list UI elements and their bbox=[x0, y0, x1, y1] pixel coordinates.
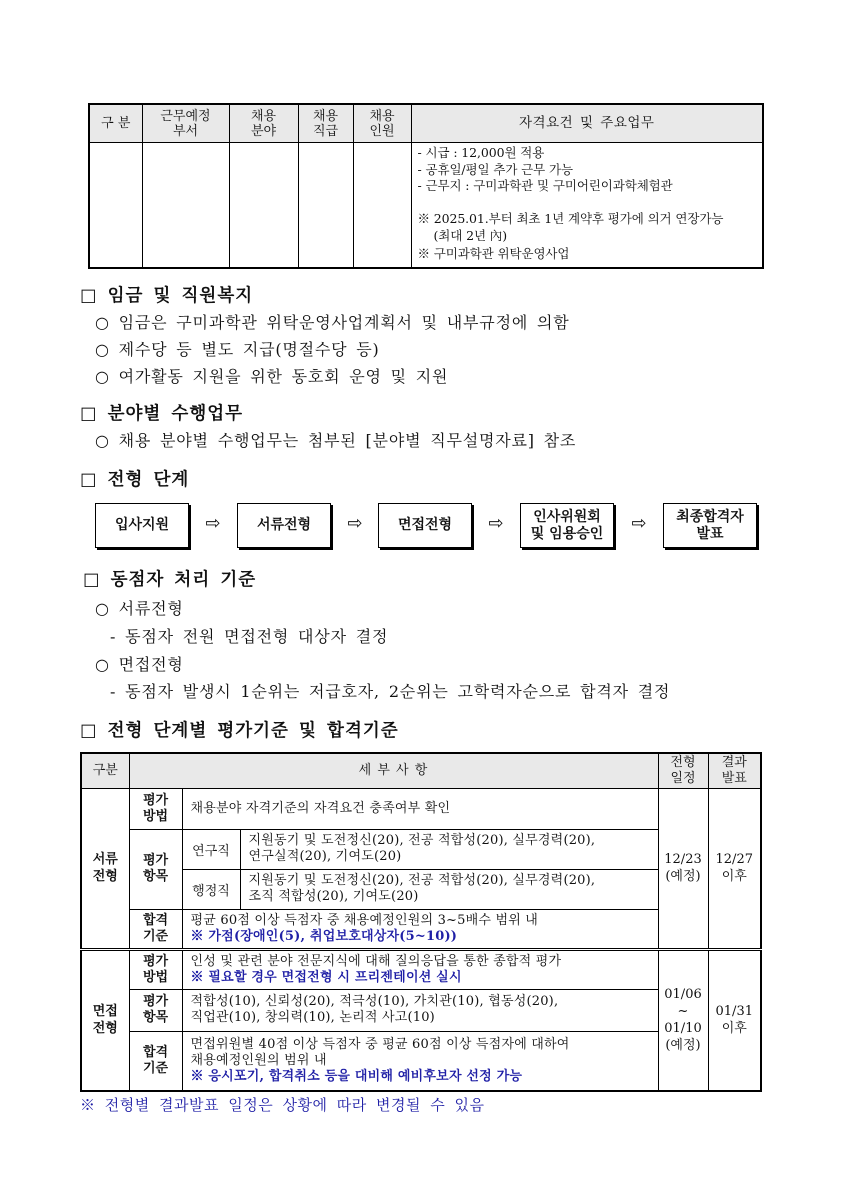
header-result: 결과 발표 bbox=[708, 753, 761, 788]
presentation-note: ※ 필요할 경우 면접전형 시 프리젠테이션 실시 bbox=[190, 969, 462, 985]
stages-heading: □ 전형 단계 bbox=[80, 470, 190, 490]
schedule-change-note: ※ 전형별 결과발표 일정은 상황에 따라 변경될 수 있음 bbox=[80, 1096, 485, 1114]
items-label: 평가 항목 bbox=[129, 829, 182, 909]
items-text: 적합성(10), 신뢰성(20), 적극성(10), 가치관(10), 협동성(20), 직업관(10), 창의력(10), 논리적 사고(10) bbox=[190, 994, 559, 1025]
admin-items-cell bbox=[240, 869, 658, 909]
duties-item: ○ 채용 분야별 수행업무는 첨부된 [분야별 직무설명자료] 참조 bbox=[95, 431, 577, 450]
items-cell bbox=[182, 989, 658, 1031]
tie-interview-rule: - 동점자 발생시 1순위는 저급호자, 2순위는 고학력자순으로 합격자 결정 bbox=[110, 682, 671, 701]
right-arrow-icon: ⇨ bbox=[488, 513, 504, 534]
header-schedule: 전형 일정 bbox=[658, 753, 708, 788]
table-row bbox=[81, 788, 761, 829]
tie-document-rule: - 동점자 전원 면접전형 대상자 결정 bbox=[110, 627, 389, 646]
tie-document-label: ○ 서류전형 bbox=[95, 599, 184, 618]
qualification-line: - 근무지 : 구미과학관 및 구미어린이과학체험관 bbox=[417, 178, 673, 193]
pass-text: 평균 60점 이상 득점자 중 채용예정인원의 3~5배수 범위 내 bbox=[190, 912, 539, 928]
welfare-item: ○ 여가활동 지원을 위한 동호회 운영 및 지원 bbox=[95, 367, 449, 386]
qualification-note-continued: (최대 2년 內) bbox=[433, 227, 507, 243]
method-cell bbox=[182, 788, 658, 829]
research-items-text: 지원동기 및 도전정신(20), 전공 적합성(20), 실무경력(20), 연구실적(20), 기여도(20) bbox=[248, 833, 596, 864]
qualification-line: - 공휴일/평일 추가 근무 가능 bbox=[417, 161, 573, 177]
qualification-note: ※ 구미과학관 위탁운영사업 bbox=[417, 245, 570, 261]
bonus-points-note: ※ 가점(장애인(5), 취업보호대상자(5~10)) bbox=[190, 928, 458, 944]
welfare-item: ○ 임금은 구미과학관 위탁운영사업계획서 및 내부규정에 의함 bbox=[95, 313, 570, 332]
right-arrow-icon: ⇨ bbox=[631, 513, 647, 534]
step-final-announcement: 최종합격자 발표 bbox=[663, 503, 757, 548]
header-qualifications: 자격요건 및 주요업무 bbox=[411, 104, 763, 143]
admin-items-text: 지원동기 및 도전정신(20), 전공 적합성(20), 실무경력(20), 조직 적합성(20), 기여도(20) bbox=[248, 873, 596, 904]
recruitment-header-row bbox=[89, 104, 763, 143]
tie-interview-label: ○ 면접전형 bbox=[95, 655, 184, 674]
table-row bbox=[81, 949, 761, 989]
header-headcount: 채용 인원 bbox=[353, 104, 411, 143]
welfare-item: ○ 제수당 등 별도 지급(명절수당 등) bbox=[95, 340, 380, 359]
tie-rules-heading: □ 동점자 처리 기준 bbox=[83, 570, 257, 590]
interview-schedule: 01/06 ~ 01/10 (예정) bbox=[658, 949, 708, 1091]
department-cell bbox=[142, 143, 229, 269]
qualification-cell bbox=[411, 143, 763, 269]
category-cell bbox=[89, 143, 142, 269]
recruitment-table bbox=[88, 103, 764, 269]
recruitment-body-row bbox=[89, 143, 763, 269]
header-department: 근무예정 부서 bbox=[142, 104, 229, 143]
header-category: 구분 bbox=[81, 753, 129, 788]
research-items-cell bbox=[240, 829, 658, 869]
criteria-header-row bbox=[81, 753, 761, 788]
method-cell bbox=[182, 949, 658, 989]
items-label: 평가 항목 bbox=[129, 989, 182, 1031]
headcount-cell bbox=[353, 143, 411, 269]
step-document-screening: 서류전형 bbox=[237, 503, 331, 548]
duties-heading: □ 분야별 수행업무 bbox=[80, 404, 244, 424]
step-interview: 면접전형 bbox=[378, 503, 472, 548]
criteria-table bbox=[80, 752, 762, 1092]
right-arrow-icon: ⇨ bbox=[205, 513, 221, 534]
method-text: 인성 및 관련 분야 전문지식에 대해 질의응답을 통한 종합적 평가 bbox=[190, 953, 562, 969]
grade-cell bbox=[298, 143, 353, 269]
pass-text: 면접위원별 40점 이상 득점자 중 평균 60점 이상 득점자에 대하여 채용예정인원의 범위 내 bbox=[190, 1036, 570, 1068]
stage-interview: 면접 전형 bbox=[81, 949, 129, 1091]
pass-cell bbox=[182, 909, 658, 949]
admin-track-label: 행정직 bbox=[182, 869, 240, 909]
qualification-line: - 시급 : 12,000원 적용 bbox=[417, 145, 545, 160]
document-result-date: 12/27 이후 bbox=[708, 788, 761, 949]
criteria-heading: □ 전형 단계별 평가기준 및 합격기준 bbox=[80, 721, 399, 741]
header-category: 구 분 bbox=[89, 104, 142, 143]
welfare-heading: □ 임금 및 직원복지 bbox=[80, 286, 254, 306]
step-committee-approval: 인사위원회 및 임용승인 bbox=[520, 503, 614, 548]
line-spacer bbox=[418, 195, 763, 212]
document-schedule: 12/23 (예정) bbox=[658, 788, 708, 949]
method-label: 평가 방법 bbox=[129, 788, 182, 829]
right-arrow-icon: ⇨ bbox=[347, 513, 363, 534]
method-text: 채용분야 자격기준의 자격요건 충족여부 확인 bbox=[190, 800, 451, 816]
method-label: 평가 방법 bbox=[129, 949, 182, 989]
qualification-note: ※ 2025.01.부터 최초 1년 계약후 평가에 의거 연장가능 bbox=[417, 211, 724, 226]
reserve-candidate-note: ※ 응시포기, 합격취소 등을 대비해 예비후보자 선정 가능 bbox=[190, 1068, 523, 1084]
field-cell bbox=[229, 143, 298, 269]
pass-label: 합격 기준 bbox=[129, 1031, 182, 1091]
interview-result-date: 01/31 이후 bbox=[708, 949, 761, 1091]
pass-label: 합격 기준 bbox=[129, 909, 182, 949]
pass-cell bbox=[182, 1031, 658, 1091]
step-application: 입사지원 bbox=[95, 503, 189, 548]
stage-document-screening: 서류 전형 bbox=[81, 788, 129, 949]
header-grade: 채용 직급 bbox=[298, 104, 353, 143]
research-track-label: 연구직 bbox=[182, 829, 240, 869]
header-field: 채용 분야 bbox=[229, 104, 298, 143]
header-details: 세 부 사 항 bbox=[129, 753, 658, 788]
